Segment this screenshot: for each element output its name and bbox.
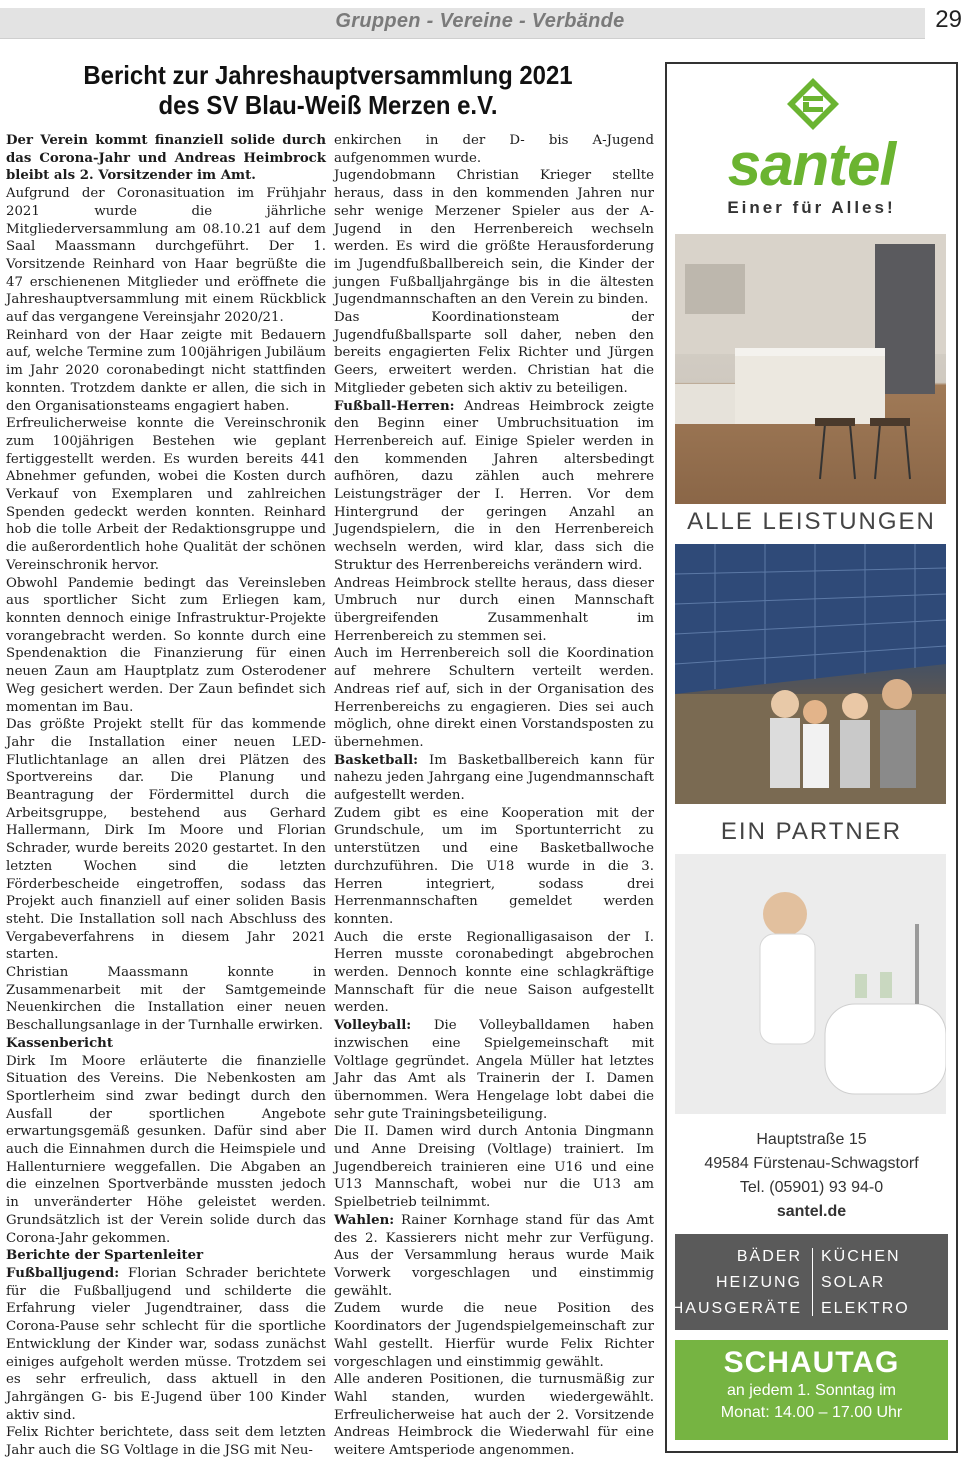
paragraph-text: Die Volleyballdamen haben inzwischen eine Spielgemeinschaft mit Voltlage gegründet. Angela Müller hat letztes Jahr das Amt als Trainerin der I. Damen übernommen. Wera Hengelage lobt dabei die sehr gute Trainingsbeteiligung. [334,1018,654,1122]
website-link[interactable]: santel.de [776,1203,847,1220]
brand-name: santel [727,131,896,198]
section-heading: Berichte der Spartenleiter [6,1248,204,1264]
ad-claim-all-services: ALLE LEISTUNGEN [687,508,936,535]
article-column-left [6,132,326,1460]
event-title: SCHAUTAG [723,1346,900,1379]
paragraph: Christian Maassmann konnte in Zusammenarbeit mit der Samtgemeinde Neuenkirchen die Installation einer neuen Beschallungsanlage in der Turnhalle erwirken. [6,965,326,1034]
labeled-paragraph [334,1212,654,1301]
paragraph: enkirchen in der D- bis A-Jugend aufgenommen wurde. [334,133,654,166]
article-column-middle [334,132,654,1460]
headline-line-2: des SV Blau-Weiß Merzen e.V. [158,90,498,120]
service-item: KÜCHEN [821,1248,901,1265]
article-headline [34,60,623,120]
services-right [821,1244,910,1322]
labeled-paragraph [6,1265,326,1424]
family-house-photo [675,544,946,804]
paragraph: Erfreulicherweise konnte die Vereinschronik zum 100jährigen Bestehen wie geplant fertiggestellt werden. Es wurden bereits 441 Abnehmer gefunden, wobei die Kosten durch Verkauf von Exemplaren und zahlreichen Spenden gedeckt werden konnten. Reinhard hob die tolle Arbeit der Redaktionsgruppe und die außerordentlich hohe Qualität der schönen Vereinschronik hervor. [6,416,326,573]
paragraph-label: Volleyball: [334,1018,412,1034]
labeled-paragraph [334,752,654,805]
service-item: HEIZUNG [716,1274,802,1291]
services-box [671,1234,948,1330]
paragraph-label: Basketball: [334,752,419,768]
section-heading: Kassenbericht [6,1035,113,1051]
paragraph-label: Wahlen: [334,1212,395,1228]
paragraph: Reinhard von der Haar zeigte mit Bedauern auf, welche Termine zum 100jährigen Jubiläum im Jahr 2020 coronabedingt nicht stattfinden konnten. Trotzdem dankte er allen, die sich in den Organisationsteams engagiert haben. [6,327,326,414]
lead-paragraph: Der Verein kommt finanziell solide durch das Corona-Jahr und Andreas Heimbrock bleibt als 2. Vorsitzender im Amt. [6,133,326,184]
paragraph-text: Florian Schrader berichtete für die Fußballjugend und schilderte die Erfahrung vieler Jugendtrainer, dass die Corona-Pause sehr schlecht für die sportliche Entwicklung der Kinder war, sodass zunächst einiges aufgeholt werden müsse. Trotzdem sei es sehr erfreulich, dass aktuell in den Jahrgängen G- bis E-Jugend über 100 Kinder aktiv sind. [6,1266,326,1423]
paragraph: Auch im Herrenbereich soll die Koordination auf mehrere Schultern verteilt werden. Andreas rief auf, sich in der Organisation des Herrenbereichs zu engagieren. Dies sei auch möglich, ohne direkt einen Vorstandsposten zu übernehmen. [334,646,654,750]
paragraph: Dirk Im Moore erläuterte die finanzielle Situation des Vereins. Die Nebenkosten am Sportlerheim sind zwar bedingt durch den Ausfall der sportlichen Angebote erwartungsgemäß gesunken. Dafür sind aber auch die Einnahmen durch die Heimspiele und Hallenturniere weggefallen. Die Abgaben an die einzelnen Sportverbände mussten jedoch in unveränderter Höhe geleistet werden. Grundsätzlich ist der Verein solide durch das Corona-Jahr gekommen. [6,1053,326,1246]
santel-advertisement [665,62,958,1453]
phone-number: Tel. (05901) 93 94-0 [739,1179,884,1196]
paragraph: Felix Richter berichtete, dass seit dem letzten Jahr auch die SG Voltlage in die JSG mit Neu- [6,1425,326,1459]
labeled-paragraph [334,398,654,575]
labeled-paragraph [334,1017,654,1123]
ad-claim-one-partner: EIN PARTNER [720,818,903,845]
paragraph-text: Andreas Heimbrock zeigte den Beginn einer Umbruchsituation im Herrenbereich auf. Einige Spieler werden in den kommenden Jahren altersbedingt aufhören, dazu zählen auch mehrere Leistungsträger der I. Herren. Vor dem Hintergrund der geringen Anzahl an Jugendspielern, die in den Herrenbereich wechseln werden, wird klar, dass sich die Struktur des Herrenbereichs verändern wird. [334,398,654,573]
kitchen-illustration [675,234,946,504]
address-city: 49584 Fürstenau-Schwagstorf [704,1155,919,1172]
paragraph: Jugendobmann Christian Krieger stellte heraus, dass in den kommenden Jahren nur sehr wenige Merzener Spieler aus der A-Jugend in den Herrenbereich wechseln werden. Es wird die größte Herausforderung im Jugendfußballbereich sein, die Kinder der jungen Fußballjahrgänge bis in die ältesten Jugendmannschaften an den Verein zu binden. [334,168,654,308]
service-item: HAUSGERÄTE [671,1300,802,1317]
paragraph: Aufgrund der Coronasituation im Frühjahr 2021 wurde die jährliche Mitgliederversammlung am 08.10.21 auf dem Saal Maassmann durchgeführt. Der 1. Vorsitzende Reinhard von Haar begrüßte die 47 erschienenen Mitglieder und eröffnete die Jahreshauptversammlung mit einem Rückblick auf das vergangene Vereinsjahr 2020/21. [6,186,326,326]
event-line-1: an jedem 1. Sonntag im [727,1382,896,1399]
services-divider [812,1248,813,1316]
paragraph: Obwohl Pandemie bedingt das Vereinsleben aus sportlicher Sicht zum Erliegen kam, konnten dennoch einige Infrastruktur-Projekte vorangebracht werden. So konnte durch eine Spendenaktion die Finanzierung für einen neuen Zaun am Hauptplatz zum Osterodener Weg gesichert werden. Der Zaun befindet sich momentan im Bau. [6,575,326,715]
address-street: Hauptstraße 15 [756,1131,867,1148]
paragraph: Das größte Projekt stellt für das kommende Jahr die Installation einer neuen LED-Flutlichtanlage an allen drei Plätzen des Sportvereins dar. Die Planung und Beantragung der Fördermittel durch die Arbeitsgruppe, bestehend aus Gerhard Hallermann, Dirk Im Moore und Florian Schrader, wurde bereits 2020 gestartet. In den letzten Wochen sind die letzten Förderbescheide eingetroffen, sodass das Projekt auch finanziell auf einer soliden Basis steht. Die Installation soll nach Abschluss des Vergabeverfahrens in diesem Jahr 2021 starten. [6,717,326,963]
bathroom-photo [675,854,946,1114]
paragraph-label: Fußball-Herren: [334,398,455,414]
paragraph-text: Rainer Kornhage stand für das Amt des 2. Kassierers nicht mehr zur Verfügung. Aus der Versammlung heraus wurde Maik Vorwerk vorgeschlagen und einstimmig gewählt. [334,1212,654,1299]
ad-logo [667,64,956,224]
paragraph-text: Im Basketballbereich kann für nahezu jeden Jahrgang eine Jugendmannschaft aufgestellt werden. [334,752,654,804]
section-title: Gruppen - Vereine - Verbände [335,10,625,32]
paragraph-label: Fußballjugend: [6,1266,120,1281]
service-item: BÄDER [736,1248,802,1265]
headline-line-1: Bericht zur Jahreshauptversammlung 2021 [83,60,573,90]
paragraph: Zudem gibt es eine Kooperation mit der Grundschule, um im Sportunterricht zu unterstützen und eine Basketballwoche durchzuführen. Die U18 wurde in die 3. Herren integriert, sodass drei Herrenmannschaften gemeldet werden konnten. [334,805,654,927]
paragraph: Andreas Heimbrock stellte heraus, dass dieser Umbruch nur durch einen Mannschaft übergreifenden Zusammenhalt im Herrenbereich zu stemmen sei. [334,575,654,644]
schautag-box [675,1340,948,1440]
ad-contact [667,1128,956,1224]
event-line-2: Monat: 14.00 – 17.00 Uhr [720,1404,903,1421]
paragraph: Auch die erste Regionalligasaison der I. Herren musste coronabedingt abgebrochen werden. Dennoch konnte eine schlagkräftige Mannschaft für die neue Saison aufgestellt werden. [334,929,654,1016]
paragraph: Alle anderen Positionen, die turnusmäßig zur Wahl standen, wurden wiedergewählt. Erfreulicherweise hat auch der 2. Vorsitzende Andreas Heimbrock die Wiederwahl für eine weitere Amtsperiode angenommen. [334,1372,654,1459]
page-number: 29 [935,6,962,33]
brand-tagline: Einer für Alles! [727,198,896,217]
service-item: SOLAR [821,1274,886,1291]
paragraph: Die II. Damen wird durch Antonia Dingmann und Anne Dreising (Voltlage) trainiert. Im Jugendbereich trainieren eine U16 und eine U13 Mannschaft, wobei nur die U13 am Spielbetrieb teilnimmt. [334,1124,654,1211]
bathroom-illustration [675,854,946,1114]
service-item: ELEKTRO [821,1300,910,1317]
solar-roof-illustration [675,544,946,804]
kitchen-photo [675,234,946,504]
services-left [672,1244,802,1322]
paragraph: Das Koordinationsteam der Jugendfußballsparte soll daher, neben den bereits engagierten Felix Richter und Jürgen Geers, erweitert werden. Christian hat die Mitglieder gebeten sich aktiv zu beteiligen. [334,310,654,396]
paragraph: Zudem wurde die neue Position des Koordinators der Jugendspielgemeinschaft zur Wahl gestellt. Hierfür wurde Felix Richter vorgeschlagen und einstimmig gewählt. [334,1301,654,1370]
santel-logo-icon [785,76,841,132]
